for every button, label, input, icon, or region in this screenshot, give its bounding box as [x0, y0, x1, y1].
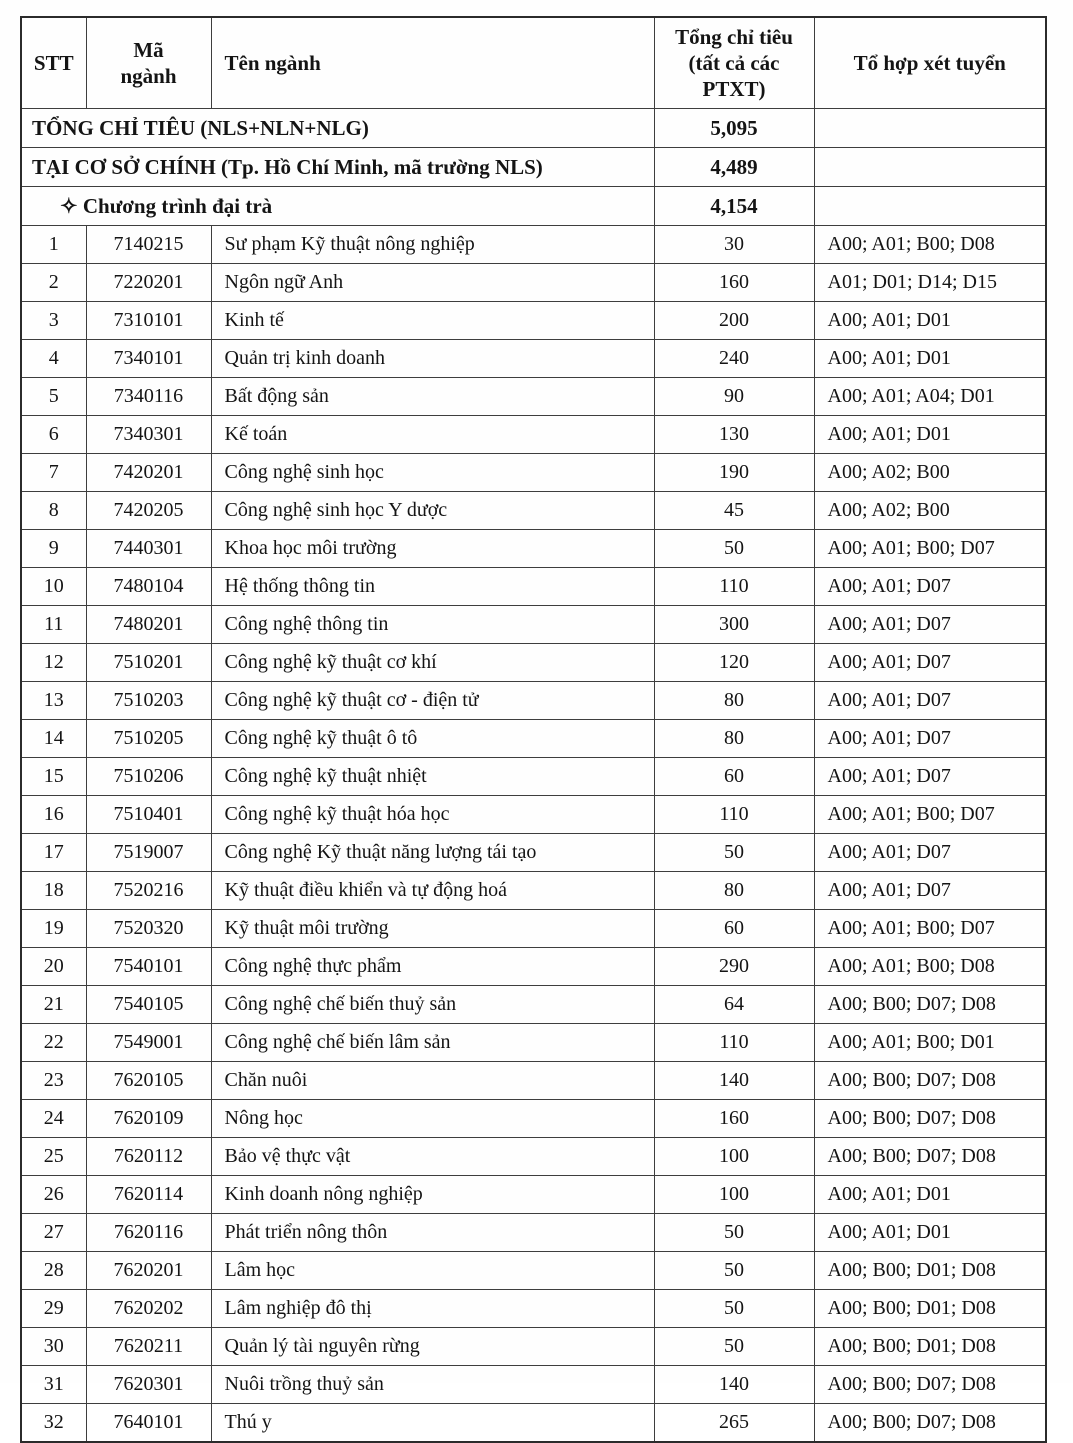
- major-row: [21, 606, 1046, 644]
- major-name-cell: Công nghệ kỹ thuật ô tô: [211, 720, 654, 758]
- major-code-cell: 7620202: [86, 1290, 211, 1328]
- stt-cell: 15: [21, 758, 86, 796]
- summary-row: [21, 187, 1046, 226]
- major-code-cell: 7510203: [86, 682, 211, 720]
- major-code-cell: 7620201: [86, 1252, 211, 1290]
- combination-cell: A00; A01; D07: [814, 720, 1046, 758]
- major-row: [21, 302, 1046, 340]
- stt-cell: 20: [21, 948, 86, 986]
- major-code-cell: 7549001: [86, 1024, 211, 1062]
- stt-cell: 28: [21, 1252, 86, 1290]
- major-name-cell: Nuôi trồng thuỷ sản: [211, 1366, 654, 1404]
- stt-cell: 2: [21, 264, 86, 302]
- combination-cell: A00; B00; D07; D08: [814, 1366, 1046, 1404]
- combination-cell: A00; A02; B00: [814, 492, 1046, 530]
- major-row: [21, 644, 1046, 682]
- major-row: [21, 1328, 1046, 1366]
- combination-cell: A00; A01; D01: [814, 1176, 1046, 1214]
- major-row: [21, 1138, 1046, 1176]
- major-row: [21, 378, 1046, 416]
- major-name-cell: Công nghệ chế biến thuỷ sản: [211, 986, 654, 1024]
- quota-cell: 30: [654, 226, 814, 264]
- summary-empty: [814, 148, 1046, 187]
- quota-cell: 300: [654, 606, 814, 644]
- major-name-cell: Ngôn ngữ Anh: [211, 264, 654, 302]
- combination-cell: A00; A01; B00; D07: [814, 910, 1046, 948]
- major-row: [21, 568, 1046, 606]
- major-name-cell: Kỹ thuật môi trường: [211, 910, 654, 948]
- combination-cell: A00; B00; D01; D08: [814, 1252, 1046, 1290]
- major-name-cell: Thú y: [211, 1404, 654, 1443]
- major-code-cell: 7510401: [86, 796, 211, 834]
- major-row: [21, 340, 1046, 378]
- stt-cell: 12: [21, 644, 86, 682]
- stt-cell: 3: [21, 302, 86, 340]
- stt-cell: 14: [21, 720, 86, 758]
- combination-cell: A00; A01; B00; D07: [814, 796, 1046, 834]
- quota-cell: 60: [654, 910, 814, 948]
- stt-cell: 27: [21, 1214, 86, 1252]
- summary-label: TỔNG CHỈ TIÊU (NLS+NLN+NLG): [21, 109, 654, 148]
- summary-empty: [814, 187, 1046, 226]
- stt-cell: 25: [21, 1138, 86, 1176]
- major-name-cell: Quản trị kinh doanh: [211, 340, 654, 378]
- major-row: [21, 758, 1046, 796]
- major-code-cell: 7420205: [86, 492, 211, 530]
- major-name-cell: Kế toán: [211, 416, 654, 454]
- combination-cell: A00; A01; D07: [814, 644, 1046, 682]
- combination-cell: A00; A01; D07: [814, 872, 1046, 910]
- combination-cell: A00; A01; B00; D08: [814, 226, 1046, 264]
- quota-cell: 50: [654, 530, 814, 568]
- major-code-cell: 7520216: [86, 872, 211, 910]
- major-name-cell: Công nghệ thực phẩm: [211, 948, 654, 986]
- stt-cell: 6: [21, 416, 86, 454]
- combination-cell: A00; B00; D07; D08: [814, 1404, 1046, 1443]
- table-body: [21, 109, 1046, 1443]
- major-code-cell: 7640101: [86, 1404, 211, 1443]
- admission-quota-table: [20, 16, 1047, 1443]
- stt-cell: 21: [21, 986, 86, 1024]
- combination-cell: A00; B00; D07; D08: [814, 1138, 1046, 1176]
- major-row: [21, 1404, 1046, 1443]
- major-code-cell: 7520320: [86, 910, 211, 948]
- major-row: [21, 796, 1046, 834]
- major-code-cell: 7440301: [86, 530, 211, 568]
- quota-cell: 290: [654, 948, 814, 986]
- major-code-cell: 7620109: [86, 1100, 211, 1138]
- quota-cell: 190: [654, 454, 814, 492]
- major-name-cell: Quản lý tài nguyên rừng: [211, 1328, 654, 1366]
- major-code-cell: 7540101: [86, 948, 211, 986]
- stt-cell: 16: [21, 796, 86, 834]
- major-name-cell: Bảo vệ thực vật: [211, 1138, 654, 1176]
- quota-cell: 64: [654, 986, 814, 1024]
- major-code-cell: 7510205: [86, 720, 211, 758]
- summary-total: 4,489: [654, 148, 814, 187]
- summary-total: 5,095: [654, 109, 814, 148]
- quota-cell: 50: [654, 1252, 814, 1290]
- quota-cell: 265: [654, 1404, 814, 1443]
- major-row: [21, 1062, 1046, 1100]
- stt-cell: 30: [21, 1328, 86, 1366]
- stt-cell: 9: [21, 530, 86, 568]
- major-row: [21, 1366, 1046, 1404]
- major-row: [21, 1024, 1046, 1062]
- summary-label: TẠI CƠ SỞ CHÍNH (Tp. Hồ Chí Minh, mã trường NLS): [21, 148, 654, 187]
- major-name-cell: Kinh doanh nông nghiệp: [211, 1176, 654, 1214]
- major-name-cell: Phát triển nông thôn: [211, 1214, 654, 1252]
- quota-cell: 240: [654, 340, 814, 378]
- combination-cell: A00; A01; B00; D01: [814, 1024, 1046, 1062]
- quota-cell: 80: [654, 872, 814, 910]
- quota-cell: 110: [654, 1024, 814, 1062]
- summary-total: 4,154: [654, 187, 814, 226]
- combination-cell: A00; A01; D07: [814, 758, 1046, 796]
- major-row: [21, 264, 1046, 302]
- major-name-cell: Công nghệ thông tin: [211, 606, 654, 644]
- summary-row: [21, 109, 1046, 148]
- combination-cell: A00; A01; D07: [814, 606, 1046, 644]
- major-name-cell: Công nghệ kỹ thuật cơ - điện tử: [211, 682, 654, 720]
- major-name-cell: Kinh tế: [211, 302, 654, 340]
- combination-cell: A00; A01; D01: [814, 416, 1046, 454]
- major-code-cell: 7620211: [86, 1328, 211, 1366]
- major-code-cell: 7519007: [86, 834, 211, 872]
- major-code-cell: 7620116: [86, 1214, 211, 1252]
- major-row: [21, 910, 1046, 948]
- combination-cell: A00; A01; D07: [814, 834, 1046, 872]
- stt-cell: 5: [21, 378, 86, 416]
- major-code-cell: 7480104: [86, 568, 211, 606]
- major-row: [21, 948, 1046, 986]
- quota-cell: 200: [654, 302, 814, 340]
- major-name-cell: Công nghệ sinh học: [211, 454, 654, 492]
- major-name-cell: Công nghệ chế biến lâm sản: [211, 1024, 654, 1062]
- combination-cell: A00; A01; D07: [814, 568, 1046, 606]
- combination-cell: A00; B00; D07; D08: [814, 1100, 1046, 1138]
- major-name-cell: Chăn nuôi: [211, 1062, 654, 1100]
- quota-cell: 110: [654, 568, 814, 606]
- quota-cell: 100: [654, 1176, 814, 1214]
- stt-cell: 19: [21, 910, 86, 948]
- header-row: [21, 17, 1046, 109]
- major-name-cell: Sư phạm Kỹ thuật nông nghiệp: [211, 226, 654, 264]
- stt-cell: 18: [21, 872, 86, 910]
- major-row: [21, 1214, 1046, 1252]
- major-name-cell: Công nghệ Kỹ thuật năng lượng tái tạo: [211, 834, 654, 872]
- stt-cell: 4: [21, 340, 86, 378]
- major-row: [21, 530, 1046, 568]
- combination-cell: A00; A02; B00: [814, 454, 1046, 492]
- quota-cell: 100: [654, 1138, 814, 1176]
- summary-empty: [814, 109, 1046, 148]
- major-code-cell: 7310101: [86, 302, 211, 340]
- quota-cell: 140: [654, 1366, 814, 1404]
- quota-cell: 50: [654, 1290, 814, 1328]
- major-code-cell: 7420201: [86, 454, 211, 492]
- major-code-cell: 7340116: [86, 378, 211, 416]
- major-name-cell: Lâm nghiệp đô thị: [211, 1290, 654, 1328]
- major-row: [21, 872, 1046, 910]
- major-name-cell: Lâm học: [211, 1252, 654, 1290]
- quota-cell: 90: [654, 378, 814, 416]
- col-header-major-name: Tên ngành: [211, 17, 654, 109]
- major-row: [21, 986, 1046, 1024]
- quota-cell: 50: [654, 834, 814, 872]
- major-row: [21, 682, 1046, 720]
- quota-cell: 80: [654, 720, 814, 758]
- stt-cell: 8: [21, 492, 86, 530]
- major-name-cell: Nông học: [211, 1100, 654, 1138]
- major-code-cell: 7340101: [86, 340, 211, 378]
- col-header-major-code: [86, 17, 211, 109]
- stt-cell: 22: [21, 1024, 86, 1062]
- major-code-cell: 7220201: [86, 264, 211, 302]
- major-row: [21, 226, 1046, 264]
- stt-cell: 10: [21, 568, 86, 606]
- quota-cell: 80: [654, 682, 814, 720]
- major-row: [21, 454, 1046, 492]
- major-name-cell: Công nghệ kỹ thuật cơ khí: [211, 644, 654, 682]
- major-name-cell: Hệ thống thông tin: [211, 568, 654, 606]
- summary-label: ✧ Chương trình đại trà: [21, 187, 654, 226]
- quota-cell: 130: [654, 416, 814, 454]
- major-name-cell: Công nghệ sinh học Y dược: [211, 492, 654, 530]
- major-row: [21, 1100, 1046, 1138]
- stt-cell: 13: [21, 682, 86, 720]
- combination-cell: A00; A01; D07: [814, 682, 1046, 720]
- stt-cell: 32: [21, 1404, 86, 1443]
- major-code-cell: 7620105: [86, 1062, 211, 1100]
- major-name-cell: Khoa học môi trường: [211, 530, 654, 568]
- quota-cell: 60: [654, 758, 814, 796]
- quota-cell: 160: [654, 1100, 814, 1138]
- quota-cell: 160: [654, 264, 814, 302]
- combination-cell: A00; A01; B00; D08: [814, 948, 1046, 986]
- major-row: [21, 1176, 1046, 1214]
- quota-cell: 50: [654, 1214, 814, 1252]
- summary-row: [21, 148, 1046, 187]
- stt-cell: 17: [21, 834, 86, 872]
- quota-cell: 120: [654, 644, 814, 682]
- combination-cell: A01; D01; D14; D15: [814, 264, 1046, 302]
- combination-cell: A00; A01; D01: [814, 340, 1046, 378]
- stt-cell: 26: [21, 1176, 86, 1214]
- combination-cell: A00; B00; D01; D08: [814, 1328, 1046, 1366]
- major-code-cell: 7620114: [86, 1176, 211, 1214]
- major-code-cell: 7620112: [86, 1138, 211, 1176]
- major-name-cell: Kỹ thuật điều khiển và tự động hoá: [211, 872, 654, 910]
- stt-cell: 31: [21, 1366, 86, 1404]
- stt-cell: 7: [21, 454, 86, 492]
- major-code-cell: 7510201: [86, 644, 211, 682]
- stt-cell: 23: [21, 1062, 86, 1100]
- major-code-cell: 7480201: [86, 606, 211, 644]
- major-code-cell: 7510206: [86, 758, 211, 796]
- col-header-stt: STT: [21, 17, 86, 109]
- combination-cell: A00; A01; A04; D01: [814, 378, 1046, 416]
- combination-cell: A00; A01; D01: [814, 302, 1046, 340]
- stt-cell: 29: [21, 1290, 86, 1328]
- stt-cell: 24: [21, 1100, 86, 1138]
- major-code-cell: 7620301: [86, 1366, 211, 1404]
- major-name-cell: Công nghệ kỹ thuật hóa học: [211, 796, 654, 834]
- combination-cell: A00; A01; B00; D07: [814, 530, 1046, 568]
- col-header-total-quota: Tổng chỉ tiêu (tất cả các PTXT): [654, 17, 814, 109]
- quota-cell: 110: [654, 796, 814, 834]
- major-code-cell: 7540105: [86, 986, 211, 1024]
- stt-cell: 11: [21, 606, 86, 644]
- major-code-cell: 7140215: [86, 226, 211, 264]
- col-header-major-code-label: Mã ngành: [120, 37, 177, 88]
- quota-cell: 140: [654, 1062, 814, 1100]
- combination-cell: A00; B00; D07; D08: [814, 986, 1046, 1024]
- major-row: [21, 1252, 1046, 1290]
- combination-cell: A00; B00; D01; D08: [814, 1290, 1046, 1328]
- major-row: [21, 416, 1046, 454]
- stt-cell: 1: [21, 226, 86, 264]
- major-name-cell: Công nghệ kỹ thuật nhiệt: [211, 758, 654, 796]
- major-row: [21, 1290, 1046, 1328]
- major-name-cell: Bất động sản: [211, 378, 654, 416]
- major-code-cell: 7340301: [86, 416, 211, 454]
- major-row: [21, 834, 1046, 872]
- col-header-combination: Tổ hợp xét tuyển: [814, 17, 1046, 109]
- combination-cell: A00; A01; D01: [814, 1214, 1046, 1252]
- quota-cell: 50: [654, 1328, 814, 1366]
- quota-cell: 45: [654, 492, 814, 530]
- major-row: [21, 720, 1046, 758]
- major-row: [21, 492, 1046, 530]
- combination-cell: A00; B00; D07; D08: [814, 1062, 1046, 1100]
